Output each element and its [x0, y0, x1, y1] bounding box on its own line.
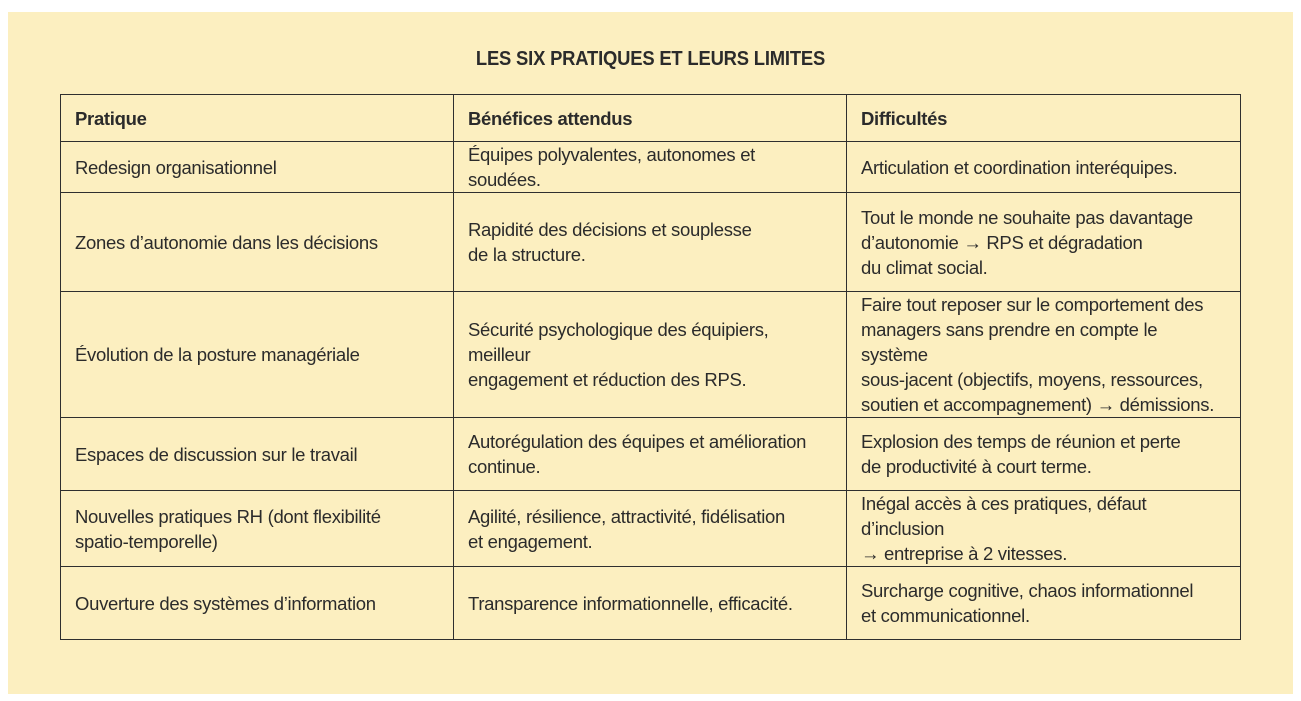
cell-difficultes [847, 491, 1241, 567]
table-row [61, 292, 1241, 418]
table-row [61, 193, 1241, 292]
cell-pratique [61, 142, 454, 193]
cell-text: Nouvelles pratiques RH (dont flexibilité spatio-temporelle) [75, 505, 381, 552]
cell-text: Articulation et coordination interéquipes. [861, 156, 1178, 178]
cell-text: Espaces de discussion sur le travail [75, 443, 358, 465]
cell-difficultes [847, 418, 1241, 491]
header-pratique: Pratique [61, 95, 454, 142]
cell-text: Faire tout reposer sur le comportement des managers sans prendre en compte le système sous-jacent (objectifs, moyens, ressources, soutien et accompagnement) → démissions. [861, 294, 1215, 415]
cell-text: Autorégulation des équipes et amélioration continue. [468, 431, 807, 477]
practices-table [60, 94, 1241, 640]
cell-text: Explosion des temps de réunion et perte de productivité à court terme. [861, 431, 1181, 477]
table-row [61, 567, 1241, 640]
cell-text: Surcharge cognitive, chaos informationnel et communicationnel. [861, 580, 1194, 626]
cell-difficultes [847, 292, 1241, 418]
cell-benefices [454, 491, 847, 567]
cell-pratique [61, 292, 454, 418]
info-panel [8, 12, 1293, 694]
cell-benefices [454, 418, 847, 491]
cell-pratique [61, 193, 454, 292]
cell-benefices [454, 567, 847, 640]
cell-text: Tout le monde ne souhaite pas davantage d’autonomie → RPS et dégradation du climat social. [861, 206, 1193, 278]
cell-text: Inégal accès à ces pratiques, défaut d’inclusion → entreprise à 2 vitesses. [861, 493, 1147, 564]
table-row [61, 491, 1241, 567]
cell-text: Transparence informationnelle, efficacité. [468, 592, 793, 614]
cell-difficultes [847, 193, 1241, 292]
cell-pratique [61, 567, 454, 640]
cell-pratique [61, 491, 454, 567]
cell-text: Agilité, résilience, attractivité, fidélisation et engagement. [468, 505, 785, 552]
cell-text: Ouverture des systèmes d’information [75, 592, 376, 614]
cell-text: Zones d’autonomie dans les décisions [75, 231, 378, 253]
cell-text: Évolution de la posture managériale [75, 344, 360, 365]
header-difficultes: Difficultés [847, 95, 1241, 142]
cell-text: Rapidité des décisions et souplesse de la structure. [468, 219, 752, 265]
cell-pratique [61, 418, 454, 491]
header-benefices: Bénéfices attendus [454, 95, 847, 142]
cell-text: Équipes polyvalentes, autonomes et soudées. [468, 144, 756, 190]
table-row [61, 418, 1241, 491]
cell-benefices [454, 292, 847, 418]
cell-difficultes [847, 567, 1241, 640]
table-row [61, 142, 1241, 193]
cell-text: Redesign organisationnel [75, 156, 277, 178]
cell-difficultes [847, 142, 1241, 193]
table-title: LES SIX PRATIQUES ET LEURS LIMITES [475, 48, 826, 70]
cell-text: Sécurité psychologique des équipiers, meilleur engagement et réduction des RPS. [468, 319, 769, 390]
table-header-row [61, 95, 1241, 142]
cell-benefices [454, 142, 847, 193]
cell-benefices [454, 193, 847, 292]
